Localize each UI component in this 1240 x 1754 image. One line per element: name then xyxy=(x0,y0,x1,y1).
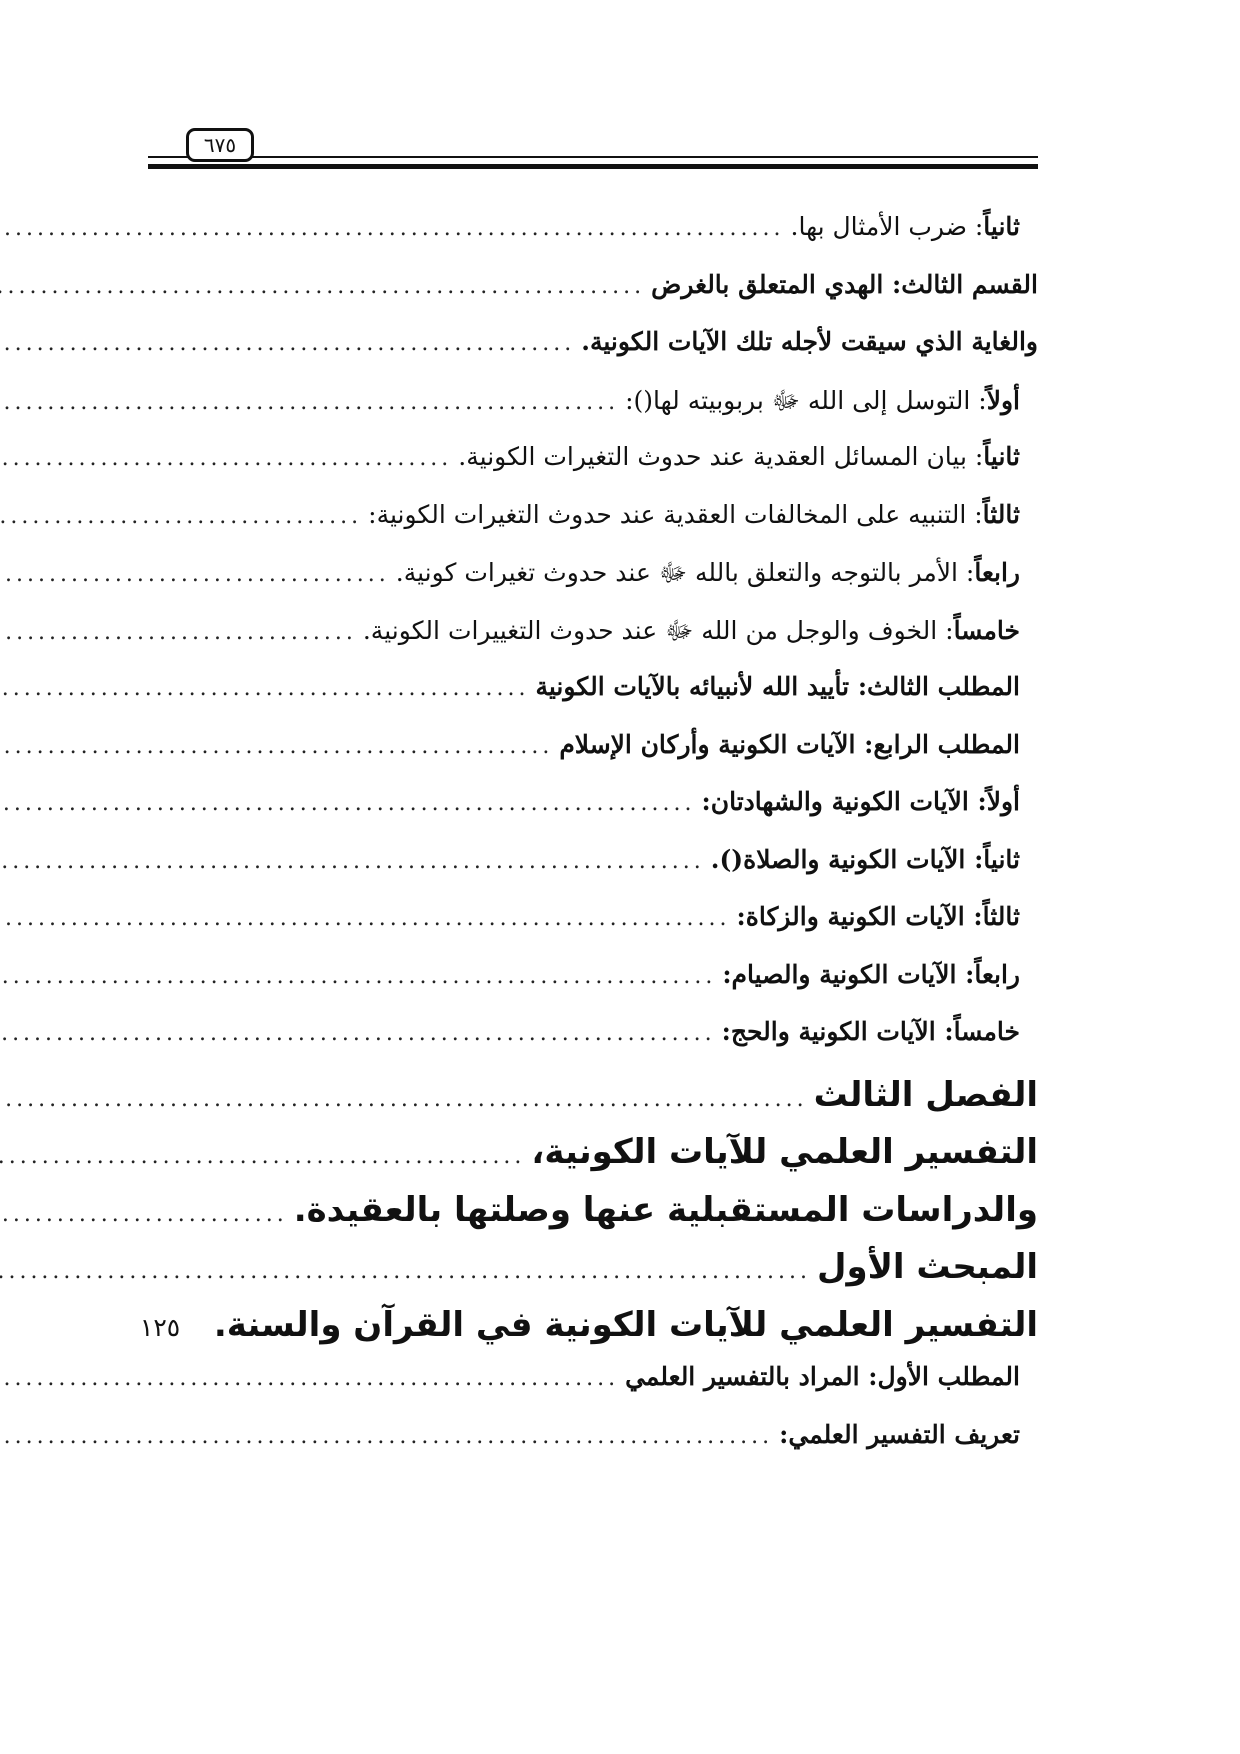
dot-leader xyxy=(0,849,705,874)
toc-entry-text: : الأمر بالتوجه والتعلق بالله ﷻ عند حدوث تغيرات كونية. xyxy=(395,558,975,587)
toc-entry xyxy=(148,1190,1038,1248)
toc-entry-text: المطلب الأول: المراد بالتفسير العلمي xyxy=(625,1362,1020,1391)
toc-entry-title xyxy=(288,1190,1038,1230)
toc-entry-label: ثانياً xyxy=(983,212,1020,241)
page-header xyxy=(148,128,1038,176)
toc-entry-title xyxy=(645,270,1038,299)
toc-entry-title xyxy=(525,1132,1038,1172)
dot-leader xyxy=(0,676,529,701)
toc-entry xyxy=(148,672,1038,730)
toc-entry-text: المطلب الرابع: الآيات الكونية وأركان الإسلام xyxy=(559,729,1020,759)
toc-entry-title xyxy=(716,1017,1038,1046)
toc-entry-title xyxy=(619,1362,1038,1391)
toc-entry-text: المبحث الأول xyxy=(816,1247,1038,1287)
toc-entry-title xyxy=(716,960,1038,989)
toc-entry-title xyxy=(575,327,1038,356)
toc-entry-label: ثانياً xyxy=(983,442,1020,471)
toc-entry-text: : الخوف والوجل من الله ﷻ عند حدوث التغييرات الكونية. xyxy=(362,615,954,645)
toc-entry-title xyxy=(529,672,1038,701)
toc-entry-title xyxy=(811,1247,1038,1287)
dot-leader xyxy=(0,1259,811,1284)
toc-entry-text: : التوسل إلى الله ﷻ بربوبيته لها(): xyxy=(625,385,987,415)
toc-entry-text: التفسير العلمي للآيات الكونية، xyxy=(531,1132,1038,1172)
toc-entry-text: أولاً: الآيات الكونية والشهادتان: xyxy=(701,787,1020,816)
dot-leader xyxy=(0,1424,773,1449)
toc-entry-title xyxy=(452,442,1038,471)
toc-entry xyxy=(148,557,1038,615)
toc-entry-text: : بيان المسائل العقدية عند حدوث التغيرات الكونية. xyxy=(458,442,984,471)
toc-entry-title xyxy=(553,730,1038,759)
dot-leader xyxy=(0,1087,808,1112)
toc-entry xyxy=(148,327,1038,385)
toc-entry xyxy=(148,1132,1038,1190)
toc-entry-title xyxy=(619,385,1038,422)
dot-leader xyxy=(0,331,575,356)
dot-leader xyxy=(0,446,452,471)
toc-entry-label: ثالثاً xyxy=(982,499,1020,529)
toc-entry-text: خامساً: الآيات الكونية والحج: xyxy=(721,1017,1020,1046)
dot-leader xyxy=(0,906,731,931)
toc-entry-text: رابعاً: الآيات الكونية والصيام: xyxy=(722,959,1020,989)
toc-entry xyxy=(148,212,1038,270)
toc-entry-title xyxy=(785,212,1039,241)
toc-entry-label: أولاً xyxy=(986,385,1020,415)
toc-entry-title xyxy=(731,902,1038,931)
toc-entry-text: : ضرب الأمثال بها. xyxy=(790,212,984,241)
toc-entry xyxy=(148,500,1038,558)
dot-leader xyxy=(0,1144,525,1169)
toc-entry-title xyxy=(705,845,1038,874)
toc-entry xyxy=(148,1017,1038,1075)
toc-entry xyxy=(148,787,1038,845)
toc-entry-label: خامساً xyxy=(953,615,1020,645)
toc-entry xyxy=(148,442,1038,500)
toc-entry xyxy=(148,1075,1038,1133)
dot-leader xyxy=(0,1021,716,1046)
toc-entry-text: المطلب الثالث: تأييد الله لأنبيائه بالآيات الكونية xyxy=(535,672,1020,701)
dot-leader xyxy=(0,504,362,529)
toc-entry-title xyxy=(696,787,1039,816)
toc-entry-title xyxy=(362,500,1038,529)
dot-leader xyxy=(0,390,619,415)
toc-entry xyxy=(148,615,1038,673)
dot-leader xyxy=(0,562,390,587)
dot-leader xyxy=(0,274,645,299)
toc-entry xyxy=(148,960,1038,1018)
toc-entry xyxy=(148,902,1038,960)
toc-entry-title xyxy=(773,1420,1038,1449)
toc-entry xyxy=(148,1420,1038,1478)
dot-leader xyxy=(0,620,357,645)
toc-entry xyxy=(148,270,1038,328)
dot-leader xyxy=(0,734,553,759)
dot-leader xyxy=(0,964,716,989)
toc-entry-text: : التنبيه على المخالفات العقدية عند حدوث التغيرات الكونية: xyxy=(368,499,983,529)
page-number: ٦٧٥ xyxy=(186,128,254,162)
toc-entry-text: الفصل الثالث xyxy=(813,1074,1038,1115)
dot-leader xyxy=(0,791,696,816)
table-of-contents xyxy=(139,212,1038,1477)
dot-leader xyxy=(0,1202,288,1227)
toc-entry-title xyxy=(808,1075,1038,1115)
toc-entry xyxy=(148,845,1038,903)
toc-entry-page: ١٢٥ xyxy=(139,1312,181,1342)
toc-entry xyxy=(148,385,1038,443)
toc-entry-text: ثالثاً: الآيات الكونية والزكاة: xyxy=(736,902,1020,931)
dot-leader xyxy=(0,216,785,241)
toc-entry xyxy=(148,730,1038,788)
toc-entry-title xyxy=(208,1305,1038,1345)
toc-entry xyxy=(148,1247,1038,1305)
header-rule-thick xyxy=(148,164,1038,169)
toc-entry-title xyxy=(357,615,1038,652)
header-rule-thin xyxy=(148,156,1038,158)
toc-entry-label: رابعاً xyxy=(974,558,1020,587)
toc-entry xyxy=(139,1304,1038,1363)
dot-leader xyxy=(0,1366,619,1391)
toc-entry-text: ثانياً: الآيات الكونية والصلاة(). xyxy=(710,844,1020,874)
toc-entry-text: القسم الثالث: الهدي المتعلق بالغرض xyxy=(651,269,1038,299)
toc-entry xyxy=(148,1362,1038,1420)
toc-entry-text: تعريف التفسير العلمي: xyxy=(779,1419,1020,1449)
toc-entry-text: والدراسات المستقبلية عنها وصلتها بالعقيدة. xyxy=(293,1189,1038,1230)
toc-entry-text: التفسير العلمي للآيات الكونية في القرآن والسنة. xyxy=(213,1304,1038,1345)
toc-entry-text: والغاية الذي سيقت لأجله تلك الآيات الكونية. xyxy=(581,327,1038,356)
toc-entry-title xyxy=(390,557,1038,594)
